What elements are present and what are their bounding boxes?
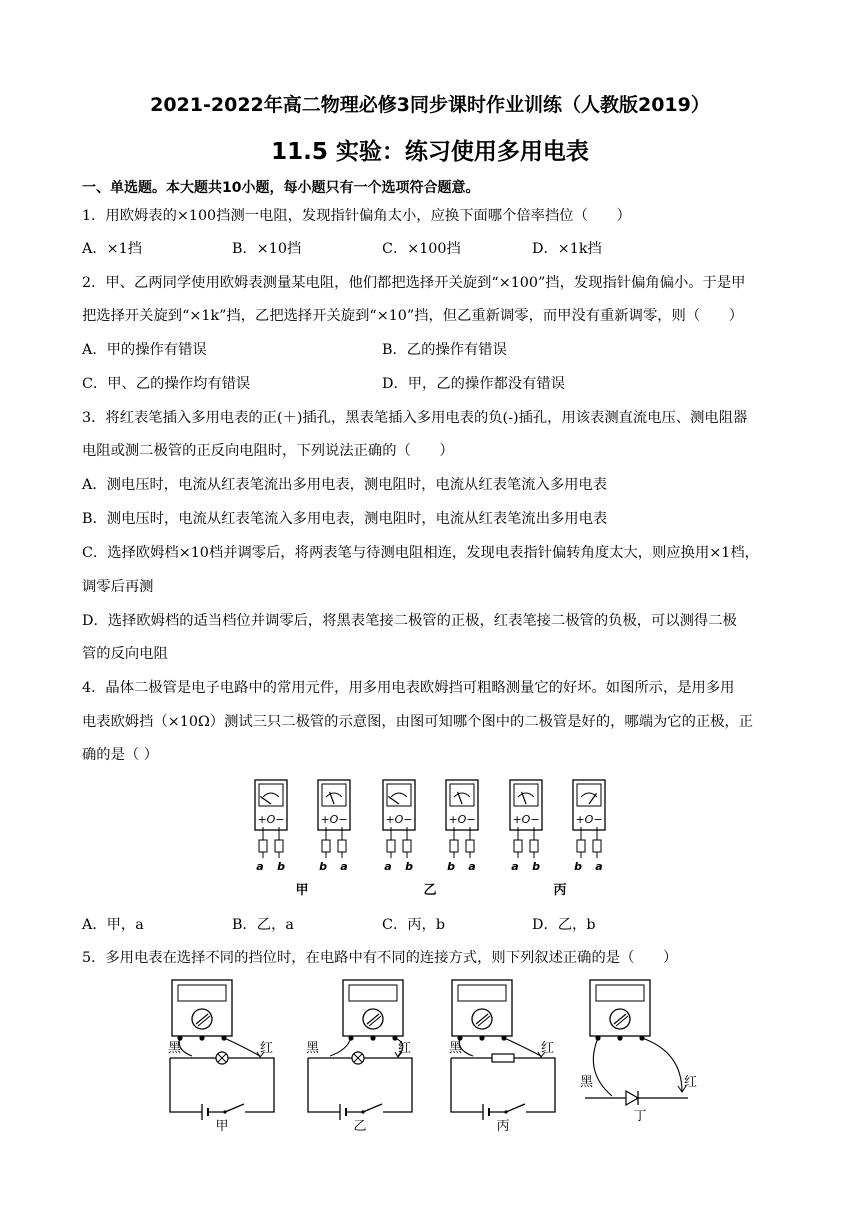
meter-terminal-label: +O− <box>575 813 603 826</box>
black-probe-label: 黑 <box>449 1041 463 1056</box>
circuit-丙 <box>449 980 555 1132</box>
multimeter-display <box>349 985 397 1001</box>
question-1-stem: 1．用欧姆表的×100挡测一电阻，发现指针偏角太小，应换下面哪个倍率挡位（ ） <box>82 208 631 224</box>
question-2-stem-line: 把选择开关旋到“×1k”挡，乙把选择开关旋到“×10”挡，但乙重新调零，而甲没有重新调零，则（ ） <box>82 308 744 324</box>
black-probe-label: 黑 <box>168 1041 182 1056</box>
terminal-label: b <box>574 860 582 873</box>
q4-option-b: B．乙，a <box>232 917 294 933</box>
question-4-stem-line: 确的是（ ） <box>82 747 159 763</box>
terminal-label: a <box>595 860 603 873</box>
multimeter-display <box>178 985 226 1001</box>
q4-option-c: C．丙，b <box>382 917 445 933</box>
terminal-label: b <box>405 860 413 873</box>
q4-option-a: A．甲，a <box>82 917 144 933</box>
circuit-caption: 丁 <box>633 1109 647 1124</box>
switch <box>225 1104 244 1112</box>
meter-terminal-label: +O− <box>448 813 476 826</box>
ohmmeter-2 <box>318 780 350 873</box>
terminal-label: a <box>511 860 519 873</box>
q2-option-b: B．乙的操作有错误 <box>382 342 507 358</box>
circuit-甲 <box>168 980 274 1132</box>
q2-option-d: D．甲，乙的操作都没有错误 <box>382 376 566 392</box>
q1-option-c: C．×100挡 <box>382 241 461 257</box>
black-probe-label: 黑 <box>306 1041 320 1056</box>
group-label: 乙 <box>423 883 437 898</box>
terminal-label: b <box>447 860 455 873</box>
group-label: 甲 <box>295 883 309 898</box>
terminal-label: a <box>256 860 264 873</box>
terminal-label: a <box>340 860 348 873</box>
q3-option-a: A．测电压时，电流从红表笔流出多用电表，测电阻时，电流从红表笔流入多用电表 <box>82 477 608 493</box>
circuit-caption: 乙 <box>353 1119 367 1132</box>
ohmmeter-6 <box>573 780 605 873</box>
page-title: 2021-2022年高二物理必修3同步课时作业训练（人教版2019） <box>150 94 710 116</box>
terminal-label: a <box>468 860 476 873</box>
red-probe-label: 红 <box>398 1041 412 1056</box>
ohmmeter-4 <box>446 780 478 873</box>
ohmmeter-1 <box>255 780 287 873</box>
q2-option-c: C．甲、乙的操作均有错误 <box>82 376 251 392</box>
q1-option-a: A．×1挡 <box>82 241 142 257</box>
multimeter-display <box>458 985 506 1001</box>
red-probe-label: 红 <box>541 1041 555 1056</box>
ohmmeter-5 <box>510 780 542 873</box>
page-subtitle: 11.5 实验：练习使用多用电表 <box>271 139 589 165</box>
meter-terminal-label: +O− <box>512 813 540 826</box>
circuit-丁 <box>580 980 697 1124</box>
terminal-label: b <box>277 860 285 873</box>
q2-option-a: A．甲的操作有错误 <box>82 342 207 358</box>
switch <box>506 1104 525 1112</box>
diode-test-figure <box>0 770 860 905</box>
question-2-stem-line: 2．甲、乙两同学使用欧姆表测量某电阻，他们都把选择开关旋到“×100”挡，发现指针偏角偏小。于是甲 <box>82 275 746 291</box>
q3-option-b: B．测电压时，电流从红表笔流入多用电表，测电阻时，电流从红表笔流出多用电表 <box>82 511 608 527</box>
q1-option-d: D．×1k挡 <box>532 241 602 257</box>
question-3-stem-line: 电阻或测二极管的正反向电阻时，下列说法正确的（ ） <box>82 443 454 459</box>
q4-option-d: D．乙，b <box>532 917 596 933</box>
meter-terminal-label: +O− <box>257 813 285 826</box>
switch <box>363 1104 382 1112</box>
terminal-label: b <box>319 860 327 873</box>
diode <box>626 1091 638 1105</box>
red-probe-label: 红 <box>684 1075 698 1090</box>
terminal-label: a <box>384 860 392 873</box>
ohmmeter-3 <box>383 780 415 873</box>
q3-option-c: C．选择欧姆档×10档并调零后，将两表笔与待测电阻相连，发现电表指针偏转角度太大，则应换用×1档， <box>82 545 759 561</box>
multimeter-circuit-figure <box>0 972 860 1132</box>
resistor <box>492 1054 514 1062</box>
group-label: 丙 <box>553 883 567 898</box>
q3-option-c-cont: 调零后再测 <box>82 579 154 595</box>
question-3-stem-line: 3．将红表笔插入多用电表的正(＋)插孔，黑表笔插入多用电表的负(-)插孔，用该表测直流电压、测电阻器 <box>82 410 748 426</box>
circuit-caption: 丙 <box>496 1119 510 1132</box>
meter-terminal-label: +O− <box>385 813 413 826</box>
circuit-乙 <box>306 980 412 1132</box>
multimeter-display <box>596 985 644 1001</box>
terminal-label: b <box>532 860 540 873</box>
section-heading: 一、单选题。本大题共10小题，每小题只有一个选项符合题意。 <box>82 180 480 196</box>
question-4-stem-line: 4．晶体二极管是电子电路中的常用元件，用多用电表欧姆挡可粗略测量它的好坏。如图所示，是用多用 <box>82 680 735 696</box>
q3-option-d: D．选择欧姆档的适当档位并调零后，将黑表笔接二极管的正极，红表笔接二极管的负极，可以测得二极 <box>82 613 737 629</box>
black-probe-label: 黑 <box>580 1075 594 1090</box>
q3-option-d-cont: 管的反向电阻 <box>82 646 168 662</box>
circuit-caption: 甲 <box>215 1119 229 1132</box>
question-4-stem-line: 电表欧姆挡（×10Ω）测试三只二极管的示意图，由图可知哪个图中的二极管是好的，哪端为它的正极，正 <box>82 714 754 730</box>
question-5-stem: 5．多用电表在选择不同的挡位时，在电路中有不同的连接方式，则下列叙述正确的是（ ） <box>82 950 678 966</box>
q1-option-b: B．×10挡 <box>232 241 302 257</box>
red-probe-label: 红 <box>260 1041 274 1056</box>
meter-terminal-label: +O− <box>320 813 348 826</box>
